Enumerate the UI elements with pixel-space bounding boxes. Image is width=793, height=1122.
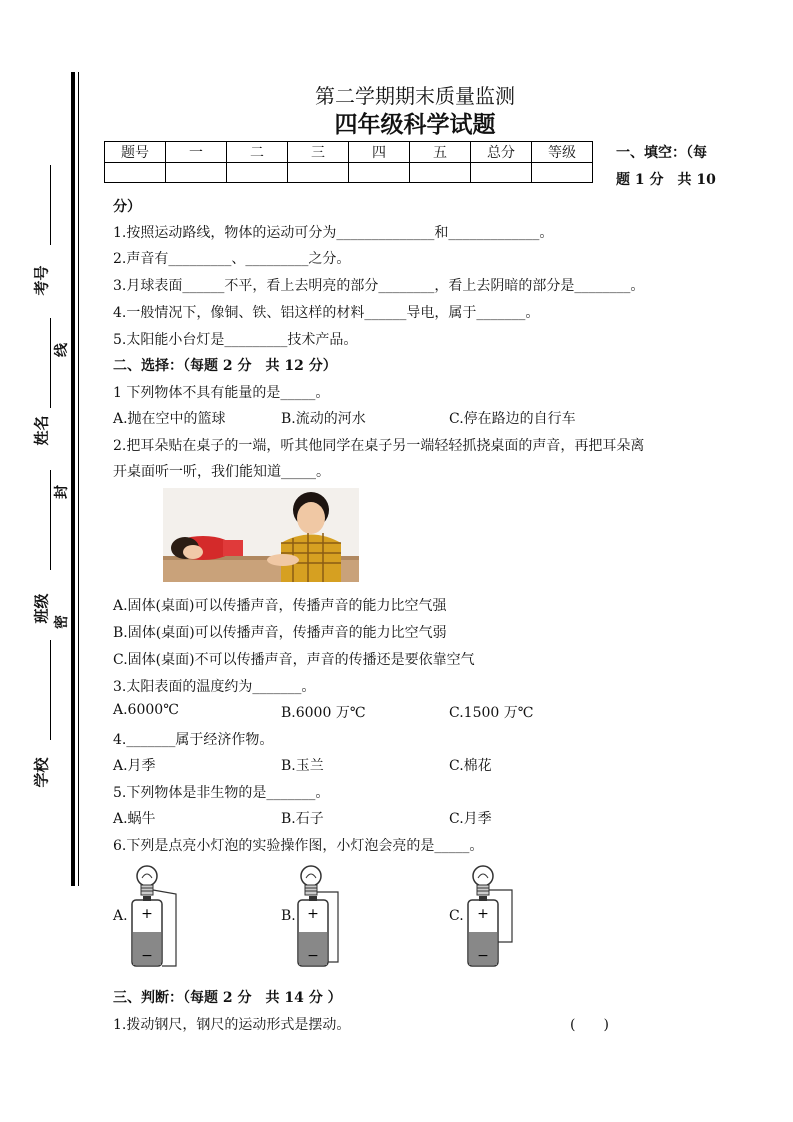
- option-a[interactable]: A.: [113, 908, 128, 924]
- score-header-cell: 一: [166, 142, 227, 163]
- fold-mark-secret: 密: [54, 615, 70, 629]
- score-header-cell: 题号: [105, 142, 166, 163]
- choice-question-6: 6.下列是点亮小灯泡的实验操作图，小灯泡会亮的是_____。: [113, 838, 484, 854]
- option-c[interactable]: C.: [449, 908, 464, 924]
- option-a[interactable]: A.蜗牛: [113, 811, 156, 827]
- score-cell[interactable]: [105, 163, 166, 183]
- section1-title-part3: 分）: [113, 199, 141, 215]
- label-kaohao: 考号: [32, 265, 51, 296]
- svg-text:+: +: [141, 906, 153, 922]
- bulb-circuit-b-diagram: [292, 862, 352, 970]
- option-b[interactable]: B.石子: [281, 811, 324, 827]
- score-header-cell: 五: [410, 142, 471, 163]
- section1-title-part1: 一、填空：（每: [616, 145, 707, 161]
- bulb-circuit-c-diagram: [462, 862, 522, 970]
- choice-question-2-option-b[interactable]: B.固体(桌面)可以传播声音，传播声音的能力比空气弱: [113, 625, 447, 641]
- score-table: [104, 141, 593, 183]
- fold-mark-line: 线: [54, 343, 70, 357]
- svg-text:−: −: [141, 948, 153, 964]
- label-xuexiao: 学校: [32, 757, 51, 788]
- option-a[interactable]: A.6000℃: [113, 702, 179, 718]
- choice-question-3: 3.太阳表面的温度约为_______。: [113, 679, 316, 695]
- option-b[interactable]: B.玉兰: [281, 758, 324, 774]
- label-xingming: 姓名: [32, 415, 51, 446]
- option-a[interactable]: A.抛在空中的篮球: [113, 411, 226, 427]
- section3-title: 三、判断：（每题 2 分 共 14 分 ）: [113, 990, 342, 1006]
- option-b[interactable]: B.6000 万℃: [281, 705, 366, 721]
- score-cell[interactable]: [471, 163, 532, 183]
- exam-subtitle: 第二学期期末质量监测: [315, 84, 515, 108]
- label-banji: 班级: [32, 593, 51, 624]
- svg-text:+: +: [477, 906, 489, 922]
- option-c[interactable]: C.月季: [449, 811, 492, 827]
- score-cell[interactable]: [288, 163, 349, 183]
- binding-line: [71, 72, 75, 886]
- section1-title-part2: 题 1 分 共 10: [616, 172, 716, 188]
- score-table-header-row: [105, 142, 593, 163]
- score-cell[interactable]: [410, 163, 471, 183]
- option-c[interactable]: C.停在路边的自行车: [449, 411, 576, 427]
- fill-question-3: 3.月球表面______不平，看上去明亮的部分________，看上去阴暗的部分是________。: [113, 278, 645, 294]
- score-header-cell: 等级: [532, 142, 593, 163]
- option-c[interactable]: C.1500 万℃: [449, 705, 534, 721]
- option-b[interactable]: B.流动的河水: [281, 411, 366, 427]
- score-table-blank-row: [105, 163, 593, 183]
- choice-question-2-option-a[interactable]: A.固体(桌面)可以传播声音，传播声音的能力比空气强: [113, 598, 447, 614]
- binding-line-thin: [78, 72, 79, 886]
- option-b[interactable]: B.: [281, 908, 296, 924]
- score-cell[interactable]: [227, 163, 288, 183]
- svg-text:−: −: [477, 948, 489, 964]
- xingming-blank: [50, 318, 51, 408]
- option-c[interactable]: C.棉花: [449, 758, 492, 774]
- fill-question-2: 2.声音有_________、_________之分。: [113, 251, 351, 267]
- score-header-cell: 总分: [471, 142, 532, 163]
- fill-question-5: 5.太阳能小台灯是_________技术产品。: [113, 332, 358, 348]
- option-a[interactable]: A.月季: [113, 758, 156, 774]
- kaohao-blank: [50, 165, 51, 245]
- score-header-cell: 二: [227, 142, 288, 163]
- fill-question-1: 1.按照运动路线，物体的运动可分为______________和_____________。: [113, 225, 554, 241]
- choice-question-1: 1 下列物体不具有能量的是_____。: [113, 385, 330, 401]
- score-header-cell: 三: [288, 142, 349, 163]
- exam-title: 四年级科学试题: [334, 111, 496, 138]
- score-cell[interactable]: [166, 163, 227, 183]
- score-header-cell: 四: [349, 142, 410, 163]
- choice-question-4: 4._______属于经济作物。: [113, 732, 274, 748]
- svg-text:−: −: [307, 948, 319, 964]
- ear-on-table-photo: [163, 488, 359, 582]
- score-cell[interactable]: [532, 163, 593, 183]
- bulb-circuit-a-diagram: [126, 862, 186, 970]
- judge-question-1-answer-paren[interactable]: ( ): [570, 1017, 609, 1033]
- xuexiao-blank: [50, 640, 51, 740]
- fold-mark-seal: 封: [54, 485, 70, 499]
- choice-question-5: 5.下列物体是非生物的是_______。: [113, 785, 330, 801]
- fill-question-4: 4.一般情况下，像铜、铁、铝这样的材料______导电，属于_______。: [113, 305, 540, 321]
- judge-question-1: 1.拨动钢尺，钢尺的运动形式是摆动。: [113, 1017, 351, 1033]
- choice-question-2-line2: 开桌面听一听，我们能知道_____。: [113, 464, 330, 480]
- svg-text:+: +: [307, 906, 319, 922]
- choice-question-2-option-c[interactable]: C.固体(桌面)不可以传播声音，声音的传播还是要依靠空气: [113, 652, 475, 668]
- score-cell[interactable]: [349, 163, 410, 183]
- choice-question-2-line1: 2.把耳朵贴在桌子的一端，听其他同学在桌子另一端轻轻抓挠桌面的声音，再把耳朵离: [113, 438, 645, 454]
- section2-title: 二、选择：（每题 2 分 共 12 分）: [113, 358, 337, 374]
